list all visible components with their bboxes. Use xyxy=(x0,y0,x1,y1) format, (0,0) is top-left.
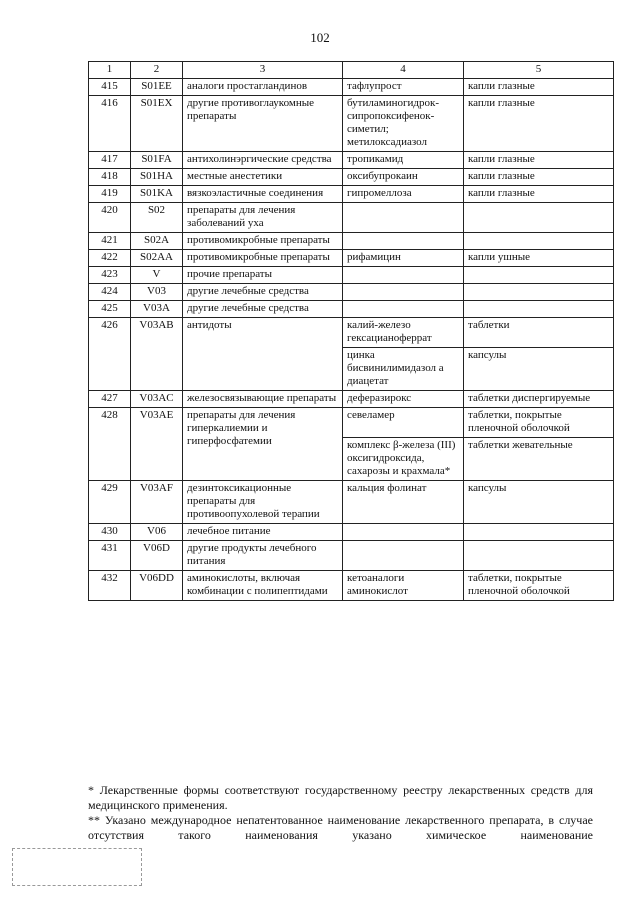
pharmacological-group: антидоты xyxy=(183,318,343,391)
atc-code: V03A xyxy=(131,301,183,318)
substance-name xyxy=(343,267,464,284)
atc-code: S01KA xyxy=(131,186,183,203)
table-header-row xyxy=(89,62,614,79)
dosage-form: таблетки xyxy=(464,318,614,348)
pharmacological-group: другие противоглаукомные препараты xyxy=(183,96,343,152)
row-number: 425 xyxy=(89,301,131,318)
dosage-form: капли ушные xyxy=(464,250,614,267)
atc-code: S02A xyxy=(131,233,183,250)
table-row xyxy=(89,96,614,152)
substance-name xyxy=(343,284,464,301)
atc-code: V xyxy=(131,267,183,284)
pharmacological-group: прочие препараты xyxy=(183,267,343,284)
substance-name: комплекс β-железа (III) оксигидроксида, сахарозы и крахмала* xyxy=(343,438,464,481)
pharmacological-group: дезинтоксикационные препараты для противоопухолевой терапии xyxy=(183,481,343,524)
row-number: 423 xyxy=(89,267,131,284)
row-number: 416 xyxy=(89,96,131,152)
column-header: 4 xyxy=(343,62,464,79)
substance-name: севеламер xyxy=(343,408,464,438)
atc-code: V03 xyxy=(131,284,183,301)
row-number: 417 xyxy=(89,152,131,169)
row-number: 418 xyxy=(89,169,131,186)
dosage-form xyxy=(464,301,614,318)
pharmacological-group: железосвязывающие препараты xyxy=(183,391,343,408)
dosage-form xyxy=(464,233,614,250)
row-number: 415 xyxy=(89,79,131,96)
dosage-form: капли глазные xyxy=(464,169,614,186)
table-row xyxy=(89,284,614,301)
row-number: 421 xyxy=(89,233,131,250)
row-number: 420 xyxy=(89,203,131,233)
table-row xyxy=(89,152,614,169)
atc-code: V03AB xyxy=(131,318,183,391)
pharmacological-group: аминокислоты, включая комбинации с полипептидами xyxy=(183,571,343,601)
table-row xyxy=(89,524,614,541)
substance-name: бутиламиногидрок-сипропоксифенок-симетил; метилоксадиазол xyxy=(343,96,464,152)
atc-code: V03AC xyxy=(131,391,183,408)
table-row xyxy=(89,79,614,96)
atc-code: S01HA xyxy=(131,169,183,186)
dosage-form xyxy=(464,267,614,284)
substance-name xyxy=(343,233,464,250)
table-row xyxy=(89,541,614,571)
pharmacological-group: препараты для лечения заболеваний уха xyxy=(183,203,343,233)
table-row xyxy=(89,571,614,601)
page-number: 102 xyxy=(310,30,330,45)
row-number: 430 xyxy=(89,524,131,541)
table-row xyxy=(89,481,614,524)
pharmacological-group: другие продукты лечебного питания xyxy=(183,541,343,571)
column-header: 1 xyxy=(89,62,131,79)
medicine-registry-table xyxy=(88,61,614,601)
table-row xyxy=(89,391,614,408)
dosage-form: капли глазные xyxy=(464,186,614,203)
table-row xyxy=(89,301,614,318)
row-number: 431 xyxy=(89,541,131,571)
atc-code: S01EE xyxy=(131,79,183,96)
footnotes xyxy=(88,783,593,843)
row-number: 428 xyxy=(89,408,131,481)
dosage-form: капли глазные xyxy=(464,152,614,169)
pharmacological-group: антихолинэргические средства xyxy=(183,152,343,169)
pharmacological-group: вязкоэластичные соединения xyxy=(183,186,343,203)
row-number: 424 xyxy=(89,284,131,301)
table-row xyxy=(89,267,614,284)
pharmacological-group: противомикробные препараты xyxy=(183,250,343,267)
footnote-dosage-forms: * Лекарственные формы соответствуют государственному реестру лекарственных средств для медицинского применения. xyxy=(88,783,593,812)
dosage-form: капли глазные xyxy=(464,96,614,152)
pharmacological-group: лечебное питание xyxy=(183,524,343,541)
pharmacological-group: другие лечебные средства xyxy=(183,301,343,318)
atc-code: S01EX xyxy=(131,96,183,152)
table-row xyxy=(89,203,614,233)
substance-name: калий-железо гексацианоферрат xyxy=(343,318,464,348)
substance-name: кетоаналоги аминокислот xyxy=(343,571,464,601)
atc-code: V06 xyxy=(131,524,183,541)
substance-name: деферазирокс xyxy=(343,391,464,408)
table-row xyxy=(89,250,614,267)
dosage-form xyxy=(464,284,614,301)
dosage-form: таблетки, покрытые пленочной оболочкой xyxy=(464,408,614,438)
row-number: 419 xyxy=(89,186,131,203)
atc-code: S02 xyxy=(131,203,183,233)
atc-code: S01FA xyxy=(131,152,183,169)
row-number: 432 xyxy=(89,571,131,601)
row-number: 429 xyxy=(89,481,131,524)
substance-name: тропикамид xyxy=(343,152,464,169)
pharmacological-group: аналоги простагландинов xyxy=(183,79,343,96)
atc-code: V06DD xyxy=(131,571,183,601)
column-header: 2 xyxy=(131,62,183,79)
table-row xyxy=(89,169,614,186)
atc-code: V06D xyxy=(131,541,183,571)
row-number: 422 xyxy=(89,250,131,267)
dosage-form xyxy=(464,203,614,233)
substance-name: кальция фолинат xyxy=(343,481,464,524)
dosage-form: таблетки жевательные xyxy=(464,438,614,481)
dosage-form: капсулы xyxy=(464,481,614,524)
column-header: 5 xyxy=(464,62,614,79)
atc-code: V03AE xyxy=(131,408,183,481)
stamp-mark xyxy=(12,848,142,886)
dosage-form: таблетки диспергируемые xyxy=(464,391,614,408)
dosage-form xyxy=(464,524,614,541)
pharmacological-group: местные анестетики xyxy=(183,169,343,186)
substance-name xyxy=(343,203,464,233)
atc-code: V03AF xyxy=(131,481,183,524)
substance-name: гипромеллоза xyxy=(343,186,464,203)
pharmacological-group: другие лечебные средства xyxy=(183,284,343,301)
substance-name: рифамицин xyxy=(343,250,464,267)
table-row xyxy=(89,408,614,438)
row-number: 426 xyxy=(89,318,131,391)
substance-name xyxy=(343,301,464,318)
substance-name: тафлупрост xyxy=(343,79,464,96)
substance-name xyxy=(343,541,464,571)
table-row xyxy=(89,318,614,348)
row-number: 427 xyxy=(89,391,131,408)
table-row xyxy=(89,233,614,250)
pharmacological-group: противомикробные препараты xyxy=(183,233,343,250)
dosage-form xyxy=(464,541,614,571)
dosage-form: капли глазные xyxy=(464,79,614,96)
table-row xyxy=(89,186,614,203)
footnote-inn: ** Указано международное непатентованное наименование лекарственного препарата, в случае отсутствия такого наименования указано химическое наименование xyxy=(88,813,593,842)
substance-name: оксибупрокаин xyxy=(343,169,464,186)
substance-name xyxy=(343,524,464,541)
atc-code: S02AA xyxy=(131,250,183,267)
substance-name: цинка бисвинилимидазол а диацетат xyxy=(343,348,464,391)
pharmacological-group: препараты для лечения гиперкалиемии и гиперфосфатемии xyxy=(183,408,343,481)
column-header: 3 xyxy=(183,62,343,79)
dosage-form: таблетки, покрытые пленочной оболочкой xyxy=(464,571,614,601)
dosage-form: капсулы xyxy=(464,348,614,391)
